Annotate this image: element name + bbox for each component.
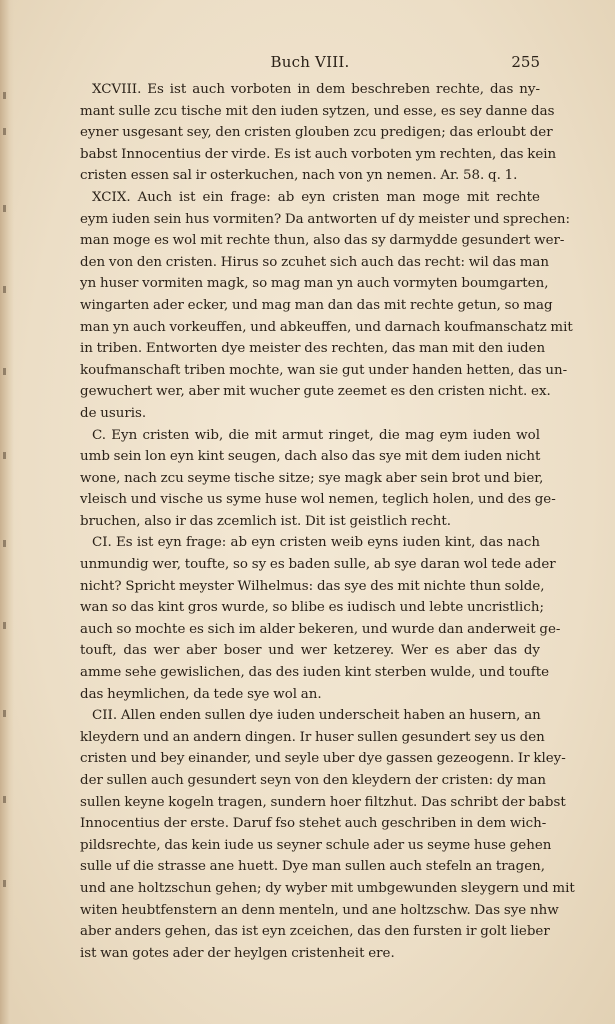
text-line: den von den cristen. Hirus so zcuhet sich auch das recht: wil das man [80, 254, 550, 270]
text-line: aber anders gehen, das ist eyn zceichen, das den fursten ir golt lieber [80, 924, 550, 940]
text-line: amme sehe gewislichen, das des iuden kint sterben wulde, und toufte [80, 665, 550, 681]
text-line: der sullen auch gesundert seyn von den kleydern der cristen: dy man [80, 773, 547, 788]
page-binding-edge [0, 0, 14, 1024]
edge-mark [3, 622, 6, 629]
text-line: nicht? Spricht meyster Wilhelmus: das sye des mit nichte thun solde, [80, 578, 545, 594]
text-line: pildsrechte, das kein iude us seyner schule ader us seyme huse gehen [80, 837, 552, 853]
edge-mark [3, 205, 6, 212]
body-text [80, 79, 575, 964]
edge-mark [3, 880, 6, 887]
edge-mark [3, 92, 6, 99]
text-line: yn huser vormiten magk, so mag man yn auch vormyten boumgarten, [80, 276, 549, 292]
text-line: und ane holtzschun gehen; dy wyber mit umbgewunden sleygern und mit [80, 880, 575, 896]
text-line: eyner usgesant sey, den cristen glouben zcu predigen; das erloubt der [80, 125, 553, 141]
text-line: das heymlichen, da tede sye wol an. [80, 686, 322, 702]
edge-mark [3, 128, 6, 135]
text-line: ist wan gotes ader der heylgen cristenheit ere. [80, 945, 395, 961]
edge-mark [3, 368, 6, 375]
text-line: eym iuden sein hus vormiten? Da antworten uf dy meister und sprechen: [80, 211, 571, 227]
text-line: man moge es wol mit rechte thun, also das sy darmydde gesundert wer- [80, 233, 565, 249]
text-line: wan so das kint gros wurde, so blibe es iudisch und lebte uncristlich; [80, 600, 544, 616]
running-title: Buch VIII. [270, 53, 350, 71]
edge-mark [3, 286, 6, 293]
text-line: man yn auch vorkeuffen, und abkeuffen, und darnach koufmanschatz mit [80, 319, 573, 335]
text-line: Innocentius der erste. Daruf fso stehet auch geschriben in dem wich- [80, 816, 547, 832]
text-line: wingarten ader ecker, und mag man dan das mit rechte getun, so mag [80, 297, 553, 313]
text-line: in triben. Entworten dye meister des rechten, das man mit den iuden [80, 341, 546, 357]
text-line: sulle uf die strasse ane huett. Dye man sullen auch stefeln an tragen, [80, 859, 546, 875]
text-line: XCVIII. Es ist auch vorboten in dem beschreben rechte, das ny- [92, 82, 540, 97]
text-line: cristen essen sal ir osterkuchen, nach von yn nemen. Ar. 58. q. 1. [80, 168, 518, 184]
text-line: CII. Allen enden sullen dye iuden underscheit haben an husern, an [92, 708, 541, 724]
text-line: CI. Es ist eyn frage: ab eyn cristen weib eyns iuden kint, das nach [92, 535, 540, 551]
text-line: mant sulle zcu tische mit den iuden sytzen, und esse, es sey danne das [80, 103, 555, 119]
paragraph [80, 532, 561, 705]
text-line: umb sein lon eyn kint seugen, dach also das sye mit dem iuden nicht [80, 449, 541, 465]
text-line: kleydern und an andern dingen. Ir huser sullen gesundert sey us den [80, 729, 545, 745]
text-line: sullen keyne kogeln tragen, sundern hoer filtzhut. Das schribt der babst [80, 794, 566, 810]
edge-mark [3, 710, 6, 717]
edge-mark [3, 540, 6, 547]
text-line: gewuchert wer, aber mit wucher gute zeemet es den cristen nicht. ex. [80, 384, 551, 400]
paragraph [80, 79, 557, 187]
paragraph [80, 187, 573, 425]
text-line: auch so mochte es sich im alder bekeren, und wurde dan anderweit ge- [80, 621, 561, 637]
text-line: C. Eyn cristen wib, die mit armut ringet, die mag eym iuden wol [92, 427, 540, 443]
edge-mark [3, 452, 6, 459]
running-header [80, 53, 540, 73]
paragraph [80, 425, 556, 533]
page-number: 255 [511, 53, 540, 71]
text-line: wone, nach zcu seyme tische sitze; sye magk aber sein brot und bier, [80, 470, 544, 486]
text-line: bruchen, also ir das zcemlich ist. Dit ist geistlich recht. [80, 513, 452, 529]
text-line: de usuris. [80, 405, 147, 421]
edge-mark [3, 796, 6, 803]
text-line: vleisch und vische us syme huse wol nemen, teglich holen, und des ge- [80, 492, 556, 508]
text-line: witen heubtfenstern an denn menteln, und ane holtzschw. Das sye nhw [80, 902, 559, 918]
text-line: XCIX. Auch ist ein frage: ab eyn cristen man moge mit rechte [92, 189, 540, 205]
paragraph [80, 705, 575, 964]
text-line: koufmanschaft triben mochte, wan sie gut under handen hetten, das un- [80, 362, 568, 378]
text-line: unmundig wer, toufte, so sy es baden sulle, ab sye daran wol tede ader [80, 557, 556, 573]
text-line: cristen und bey einander, und seyle uber dye gassen gezeogenn. Ir kley- [80, 751, 566, 767]
text-line: babst Innocentius der virde. Es ist auch vorboten ym rechten, das kein [80, 146, 557, 162]
text-line: touft, das wer aber boser und wer ketzerey. Wer es aber das dy [80, 643, 540, 659]
